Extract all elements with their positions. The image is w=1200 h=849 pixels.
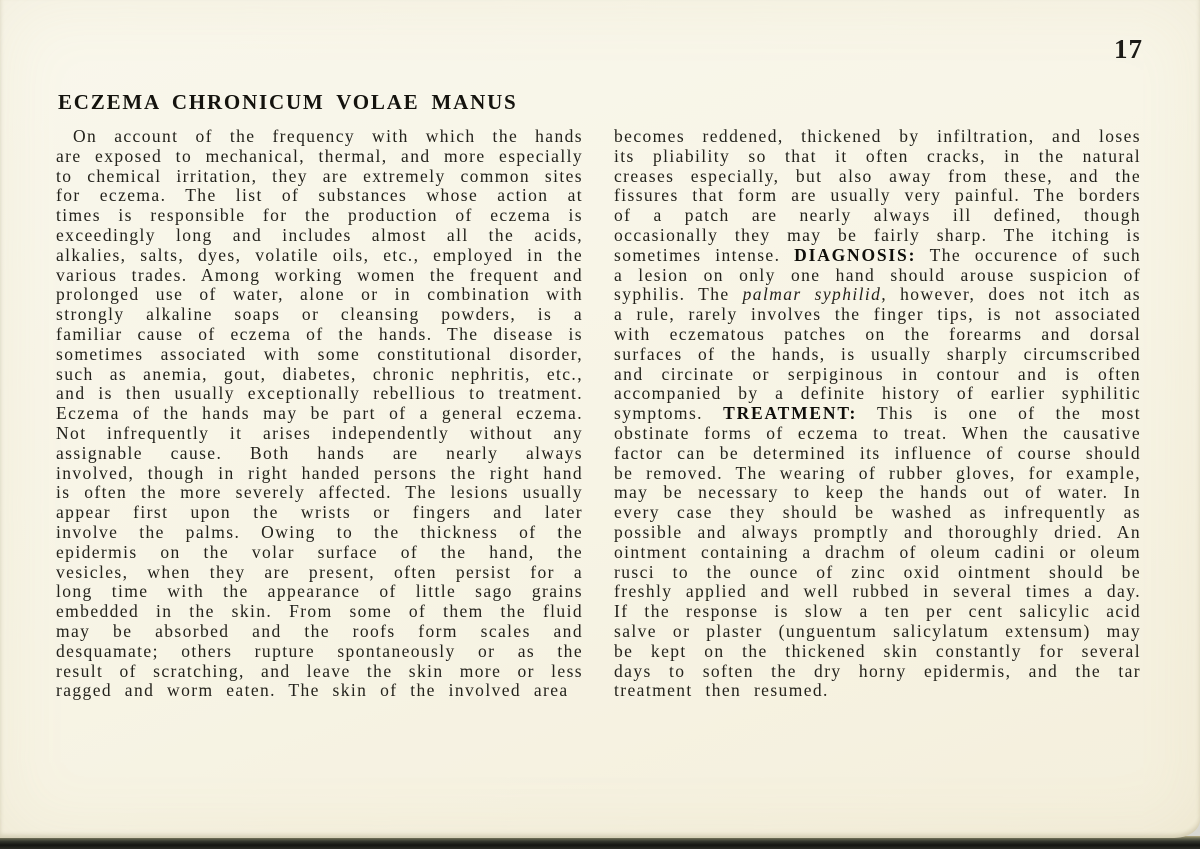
text-segment-normal: On account of the frequency with which the hands are exposed to mechanical, thermal, and more especially to chemical irritation, they are extremely common sites for eczema. The list of substances whose action at times is responsible for the production of eczema is exceedingly long and includes almost all the acids, alkalies, salts, dyes, volatile oils, etc., employed in the various trades. Among working women the frequent and prolonged use of water, alone or in combination with strongly alkaline soaps or cleansing powders, is a familiar cause of eczema of the hands. The disease is sometimes associated with some constitutional disorder, such as anemia, gout, diabetes, chronic nephritis, etc., and is then usually exceptionally rebellious to treatment. Eczema of the hands may be part of a general eczema. Not infrequently it arises independently without any assignable cause. Both hands are nearly always involved, though in right handed persons the right hand is often the more severely affected. The lesions usually appear first upon the wrists or fingers and later involve the palms. Owing to the thickness of the epidermis on the volar surface of the hand, the vesicles, when they are present, often persist for a long time with the appearance of little sago grains embedded in the skin. From some of them the fluid may be absorbed and the roofs form scales and desquamate; others rupture spontaneously or as the result of scratching, and leave the skin more or less ragged and worm eaten. The skin of the involved area bbox=[56, 126, 583, 701]
text-segment-normal: however, does not itch as a rule, rarely involves the finger tips, is not associated with eczematous patches on the forearms and dorsal surfaces of the hands, is usually sharply circumscribed and circinate or serpiginous in contour and is often accompanied by a definite history of earlier syphilitic symptoms. bbox=[614, 284, 1141, 424]
article-title: ECZEMA CHRONICUM VOLAE MANUS bbox=[58, 90, 518, 114]
text-segment-bold: DIAGNOSIS: bbox=[794, 244, 917, 265]
right-column-text bbox=[614, 127, 1141, 701]
text-segment-normal: becomes reddened, thickened by infiltration, and loses its pliability so that it often cracks, in the natural creases especially, but also away from these, and the fissures that form are usually very painful. The borders of a patch are nearly always ill defined, though occasionally they may be fairly sharp. The itching is sometimes intense. bbox=[614, 126, 1141, 265]
text-segment-normal: The occurence of such a lesion on only one hand should arouse suspicion of syphilis. The bbox=[614, 244, 1141, 305]
text-segment-normal: This is one of the most obstinate forms of eczema to treat. When the causative factor can be determined its influence of course should be removed. The wearing of rubber gloves, for example, may be necessary to keep the hands out of water. In every case they should be washed as infrequently as possible and always promptly and thoroughly dried. An ointment containing a drachm of oleum cadini or oleum rusci to the ounce of zinc oxid ointment should be freshly applied and well rubbed in several times a day. If the response is slow a ten per cent salicylic acid salve or plaster (unguentum salicylatum extensum) may be kept on the thickened skin constantly for several days to soften the dry horny epidermis, and the tar treatment then resumed. bbox=[614, 403, 1141, 701]
left-column-text bbox=[56, 127, 583, 701]
text-columns bbox=[56, 127, 1141, 701]
text-segment-bold: TREATMENT: bbox=[723, 403, 858, 424]
right-column bbox=[614, 127, 1141, 701]
left-column bbox=[56, 127, 583, 701]
text-segment-italic: palmar syphilid, bbox=[742, 284, 888, 305]
page-number: 17 bbox=[1114, 34, 1143, 64]
